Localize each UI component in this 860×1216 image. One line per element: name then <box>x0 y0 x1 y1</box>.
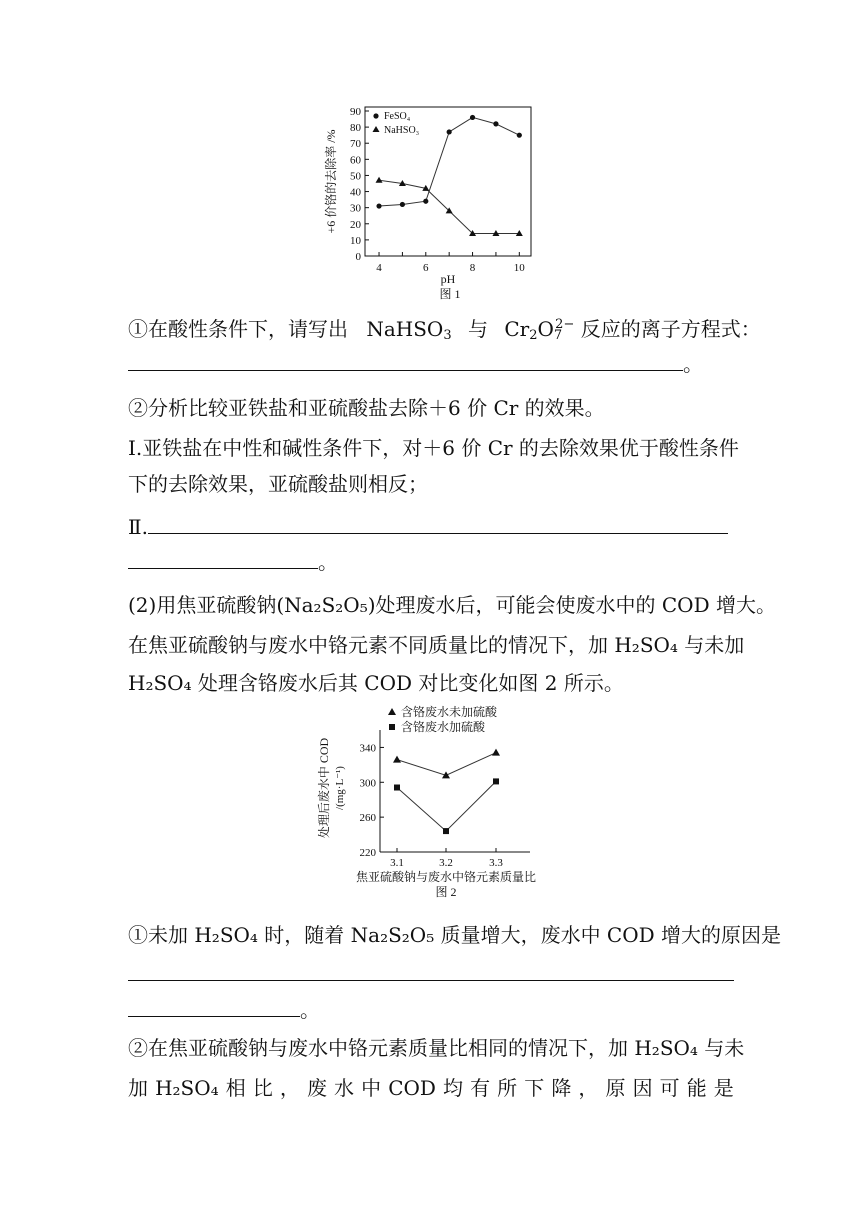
legend-label: FeSO₄ <box>384 111 411 122</box>
legend-label: 含铬废水加硫酸 <box>401 720 486 734</box>
y-tick-label: 10 <box>350 234 361 247</box>
word: COD <box>388 1076 436 1100</box>
data-point <box>443 828 449 834</box>
y-axis-label: 处理后废水中 COD <box>317 737 331 839</box>
period: 。 <box>683 352 703 376</box>
x-tick-label: 3.3 <box>489 857 503 869</box>
word: 能 <box>686 1076 707 1100</box>
question-2-line2: 在焦亚硫酸钠与废水中铬元素不同质量比的情况下，加 H₂SO₄ 与未加 <box>128 633 745 657</box>
series-line <box>379 180 519 233</box>
word: 因 <box>632 1076 653 1100</box>
y-tick-label: 60 <box>350 154 361 167</box>
x-tick-label: 3.1 <box>390 857 404 869</box>
answer-line[interactable] <box>128 352 683 371</box>
answer-line[interactable] <box>128 962 734 981</box>
question-2-line3: H₂SO₄ 处理含铬废水后其 COD 对比变化如图 2 所示。 <box>128 671 624 695</box>
question-1b: ②分析比较亚铁盐和亚硫酸盐去除＋6 价 Cr 的效果。 <box>128 396 605 420</box>
question-4-line2 <box>128 1078 734 1098</box>
word: 水 <box>334 1076 355 1100</box>
answer-line[interactable] <box>148 515 728 534</box>
data-point <box>447 129 452 134</box>
question-1a: ①在酸性条件下，请写出 NaHSO$_3$ 与 $Cr_2O_7^{2-}$ 反应的离子方程式： <box>128 317 761 343</box>
roman-two: Ⅱ. <box>128 515 148 539</box>
answer-line[interactable] <box>128 550 318 569</box>
x-axis-label: 焦亚硫酸钠与废水中铬元素质量比 <box>355 870 537 884</box>
answer-blank-3-cont <box>128 998 320 1020</box>
word: 下 <box>524 1076 545 1100</box>
data-point <box>394 785 400 791</box>
figure-caption: 图 2 <box>435 885 457 899</box>
y-tick-label: 0 <box>355 251 361 263</box>
answer-blank-3 <box>128 962 734 984</box>
period: 。 <box>300 998 320 1022</box>
word: 均 <box>443 1076 464 1100</box>
legend-marker <box>373 113 378 118</box>
x-axis-label: pH <box>440 272 456 286</box>
question-1c-line1: Ⅰ.亚铁盐在中性和碱性条件下，对＋6 价 Cr 的去除效果优于酸性条件 <box>128 436 739 460</box>
question-2-line1: (2)用焦亚硫酸钠(Na₂S₂O₅)处理废水后，可能会使废水中的 COD 增大。 <box>128 593 776 617</box>
answer-line[interactable] <box>128 998 300 1017</box>
word: 原 <box>605 1076 626 1100</box>
word: 降 <box>551 1076 572 1100</box>
question-1a-end: 反应的离子方程式： <box>580 317 761 341</box>
y-axis-label: +6 价铬的去除率 /% <box>324 129 338 234</box>
y-tick-label: 50 <box>350 170 361 183</box>
answer-blank-1d-cont <box>128 550 338 572</box>
data-point <box>492 749 500 756</box>
question-1c-line2: 下的去除效果，亚硫酸盐则相反； <box>128 472 428 496</box>
data-point <box>423 199 428 204</box>
data-point <box>376 203 381 208</box>
legend-label: NaHSO₃ <box>384 125 420 136</box>
figure-caption: 图 1 <box>439 287 461 301</box>
data-point <box>493 121 498 126</box>
data-point <box>493 778 499 784</box>
legend-label: 含铬废水未加硫酸 <box>401 705 498 719</box>
y-tick-label: 260 <box>359 812 376 825</box>
y-tick-label: 70 <box>350 138 361 151</box>
period: 。 <box>318 550 338 574</box>
y-tick-label: 30 <box>350 202 361 215</box>
y-tick-label: 340 <box>359 742 376 755</box>
x-tick-label: 10 <box>513 262 525 274</box>
word: 有 <box>470 1076 491 1100</box>
series-line <box>397 753 496 776</box>
x-tick-label: 3.2 <box>439 857 453 869</box>
answer-blank-1a <box>128 352 703 374</box>
word: ， <box>578 1076 599 1100</box>
data-point <box>400 202 405 207</box>
word: 是 <box>713 1076 734 1100</box>
legend-marker <box>388 708 396 715</box>
word: 中 <box>361 1076 382 1100</box>
legend-marker <box>389 724 395 730</box>
word: 所 <box>497 1076 518 1100</box>
y-tick-label: 220 <box>359 847 376 859</box>
word: 废 <box>306 1076 327 1100</box>
question-4-line1: ②在焦亚硫酸钠与废水中铬元素质量比相同的情况下，加 H₂SO₄ 与未 <box>128 1036 745 1060</box>
question-1a-text: ①在酸性条件下，请写出 <box>128 317 348 341</box>
y-tick-label: 90 <box>350 106 361 118</box>
y-axis-unit: /(mg·L⁻¹) <box>334 766 346 810</box>
y-tick-label: 20 <box>350 218 361 231</box>
data-point <box>393 756 401 763</box>
x-tick-label: 6 <box>423 262 429 274</box>
question-3: ①未加 H₂SO₄ 时，随着 Na₂S₂O₅ 质量增大，废水中 COD 增大的原因是 <box>128 923 782 947</box>
y-tick-label: 300 <box>359 777 376 790</box>
x-tick-label: 4 <box>376 262 382 274</box>
y-tick-label: 80 <box>350 122 361 135</box>
word: 可 <box>659 1076 680 1100</box>
figure-2-chart <box>0 700 860 910</box>
series-line <box>397 781 496 831</box>
y-tick-label: 40 <box>350 186 361 199</box>
word: 加 <box>128 1076 148 1100</box>
data-point <box>470 115 475 120</box>
answer-blank-1d <box>128 515 728 537</box>
data-point <box>376 177 383 183</box>
data-point <box>517 133 522 138</box>
word: H₂SO₄ <box>155 1076 219 1100</box>
legend-marker <box>373 126 380 132</box>
x-tick-label: 8 <box>469 262 476 274</box>
word: 相 <box>225 1076 246 1100</box>
word: ， <box>279 1076 300 1100</box>
word: 比 <box>252 1076 273 1100</box>
